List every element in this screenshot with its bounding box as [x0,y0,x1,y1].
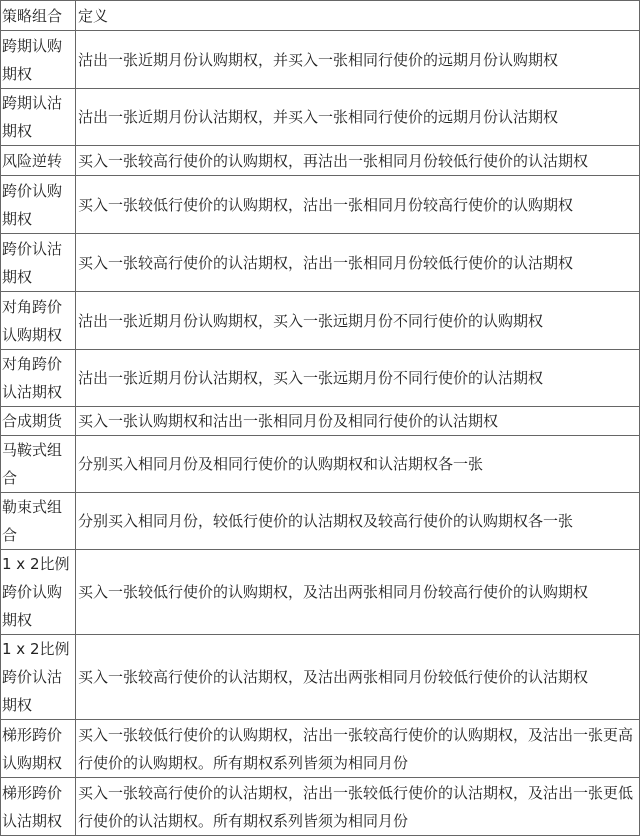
strategy-name: 跨价认沽期权 [1,234,76,292]
header-definition: 定义 [76,1,640,31]
strategy-name: 马鞍式组合 [1,436,76,493]
strategy-name: 梯形跨价认沽期权 [1,778,76,836]
strategy-definition: 买入一张较低行使价的认购期权，及沽出两张相同月份较高行使价的认购期权 [76,550,640,635]
strategy-name: 梯形跨价认购期权 [1,720,76,778]
header-strategy: 策略组合 [1,1,76,31]
strategy-name: 对角跨价认购期权 [1,292,76,350]
strategy-definition: 买入一张较低行使价的认购期权，沽出一张较高行使价的认购期权，及沽出一张更高行使价的认购期权。所有期权系列皆须为相同月份 [76,720,640,778]
strategy-definition: 沽出一张近期月份认购期权，并买入一张相同行使价的远期月份认购期权 [76,31,640,89]
strategy-name: 合成期货 [1,407,76,436]
table-row [1,436,640,493]
table-row [1,778,640,836]
strategy-name: 跨期认沽期权 [1,89,76,146]
strategy-definition: 买入一张较高行使价的认沽期权，沽出一张相同月份较低行使价的认沽期权 [76,234,640,292]
strategy-definition: 买入一张较低行使价的认购期权，沽出一张相同月份较高行使价的认购期权 [76,176,640,234]
table-row [1,493,640,550]
strategy-name: 1 x 2比例跨价认购期权 [1,550,76,635]
table-row [1,234,640,292]
table-row [1,720,640,778]
strategy-name: 风险逆转 [1,146,76,176]
table-row [1,550,640,635]
table-row [1,146,640,176]
strategy-name: 对角跨价认沽期权 [1,350,76,407]
strategy-definition: 买入一张认购期权和沽出一张相同月份及相同行使价的认沽期权 [76,407,640,436]
strategy-name: 跨价认购期权 [1,176,76,234]
table-row [1,350,640,407]
table-row [1,89,640,146]
strategy-definition: 分别买入相同月份，较低行使价的认沽期权及较高行使价的认购期权各一张 [76,493,640,550]
table-row [1,635,640,720]
table-row [1,176,640,234]
strategy-definition: 沽出一张近期月份认购期权，买入一张远期月份不同行使价的认购期权 [76,292,640,350]
table-header-row [1,1,640,31]
table-row [1,31,640,89]
strategy-definition: 沽出一张近期月份认沽期权，并买入一张相同行使价的远期月份认沽期权 [76,89,640,146]
strategy-definition: 买入一张较高行使价的认沽期权，沽出一张较低行使价的认沽期权，及沽出一张更低行使价的认沽期权。所有期权系列皆须为相同月份 [76,778,640,836]
table-row [1,292,640,350]
strategy-definition: 买入一张较高行使价的认沽期权，及沽出两张相同月份较低行使价的认沽期权 [76,635,640,720]
strategy-definition: 买入一张较高行使价的认购期权，再沽出一张相同月份较低行使价的认沽期权 [76,146,640,176]
strategy-definition: 分别买入相同月份及相同行使价的认购期权和认沽期权各一张 [76,436,640,493]
strategy-name: 跨期认购期权 [1,31,76,89]
strategy-definition: 沽出一张近期月份认沽期权，买入一张远期月份不同行使价的认沽期权 [76,350,640,407]
strategy-name: 1 x 2比例跨价认沽期权 [1,635,76,720]
table-row [1,407,640,436]
strategy-name: 勒束式组合 [1,493,76,550]
